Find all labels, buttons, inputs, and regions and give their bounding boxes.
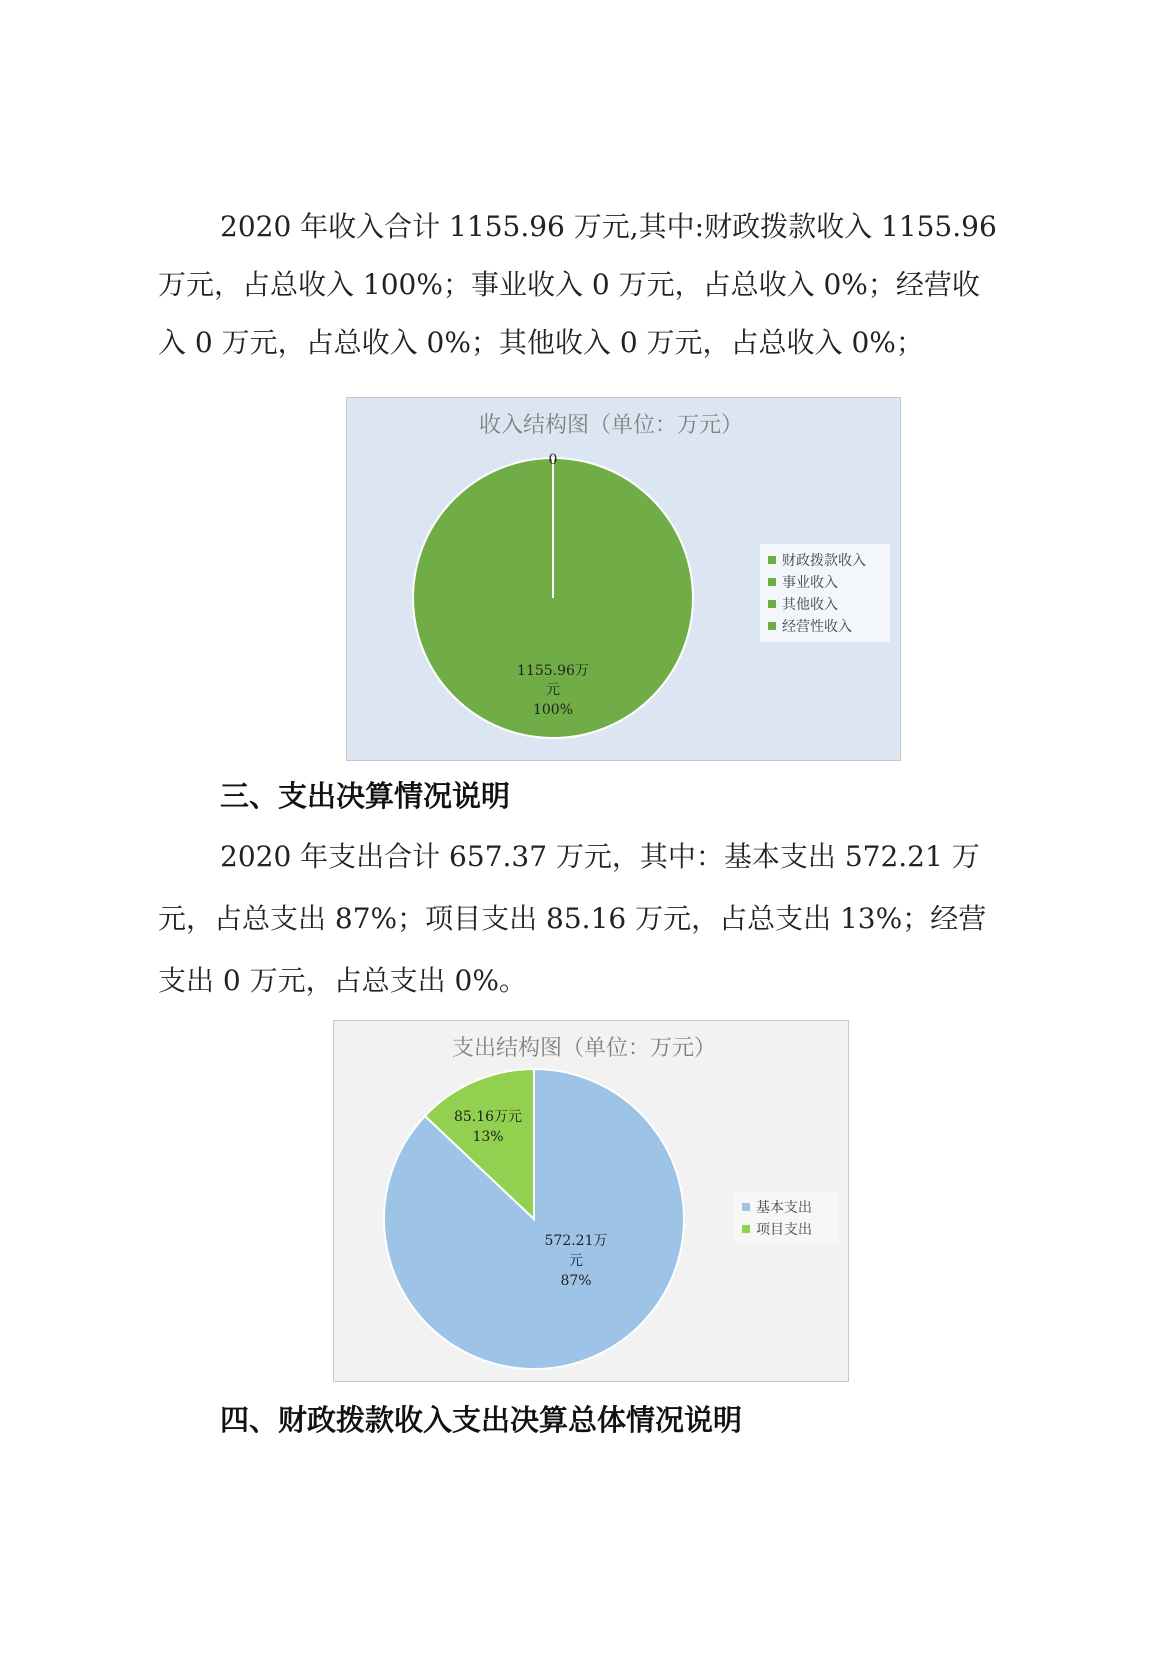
income-legend-label-0: 财政拨款收入 <box>782 553 866 569</box>
income-legend-swatch-0 <box>768 556 776 564</box>
expense-project-percent-label: 13% <box>472 1129 504 1145</box>
income-line-3: 入 0 万元，占总收入 0%；其他收入 0 万元，占总收入 0%； <box>158 326 924 359</box>
section-4-heading: 四、财政拨款收入支出决算总体情况说明 <box>220 1403 743 1437</box>
income-zero-label: 0 <box>548 452 558 468</box>
income-chart-svg <box>347 398 900 760</box>
expense-legend-swatch-1 <box>742 1225 750 1233</box>
expense-legend-label-0: 基本支出 <box>756 1200 812 1216</box>
income-line-1: 2020 年收入合计 1155.96 万元,其中:财政拨款收入 1155.96 <box>220 210 997 243</box>
expense-chart-svg <box>334 1021 848 1381</box>
expense-line-1: 2020 年支出合计 657.37 万元，其中：基本支出 572.21 万 <box>220 840 980 873</box>
expense-line-3: 支出 0 万元，占总支出 0%。 <box>158 964 527 997</box>
expense-project-value-label: 85.16万元 <box>453 1109 523 1125</box>
income-legend-item-0 <box>768 552 866 569</box>
expense-line-2: 元，占总支出 87%；项目支出 85.16 万元，占总支出 13%；经营 <box>158 902 987 935</box>
income-legend-label-1: 事业收入 <box>782 575 838 591</box>
expense-legend-label-1: 项目支出 <box>756 1222 812 1238</box>
expense-chart <box>333 1020 849 1382</box>
income-chart <box>346 397 901 761</box>
income-main-percent-label: 100% <box>532 702 574 718</box>
section-3-heading: 三、支出决算情况说明 <box>220 779 511 813</box>
expense-legend-swatch-0 <box>742 1203 750 1211</box>
income-legend-label-3: 经营性收入 <box>782 619 852 635</box>
expense-chart-title: 支出结构图（单位：万元） <box>451 1036 717 1061</box>
expense-pie <box>384 1069 684 1369</box>
income-main-value-label: 1155.96万 <box>517 663 589 679</box>
income-legend-label-2: 其他收入 <box>782 597 838 613</box>
income-legend-swatch-2 <box>768 600 776 608</box>
income-line-2: 万元，占总收入 100%；事业收入 0 万元，占总收入 0%；经营收 <box>158 268 980 301</box>
expense-basic-unit-label: 元 <box>569 1253 583 1269</box>
expense-basic-percent-label: 87% <box>560 1273 592 1289</box>
income-legend-swatch-1 <box>768 578 776 586</box>
income-main-unit-label: 元 <box>546 682 560 698</box>
expense-basic-value-label: 572.21万 <box>544 1233 608 1249</box>
income-legend-swatch-3 <box>768 622 776 630</box>
income-chart-title: 收入结构图（单位：万元） <box>478 413 744 438</box>
